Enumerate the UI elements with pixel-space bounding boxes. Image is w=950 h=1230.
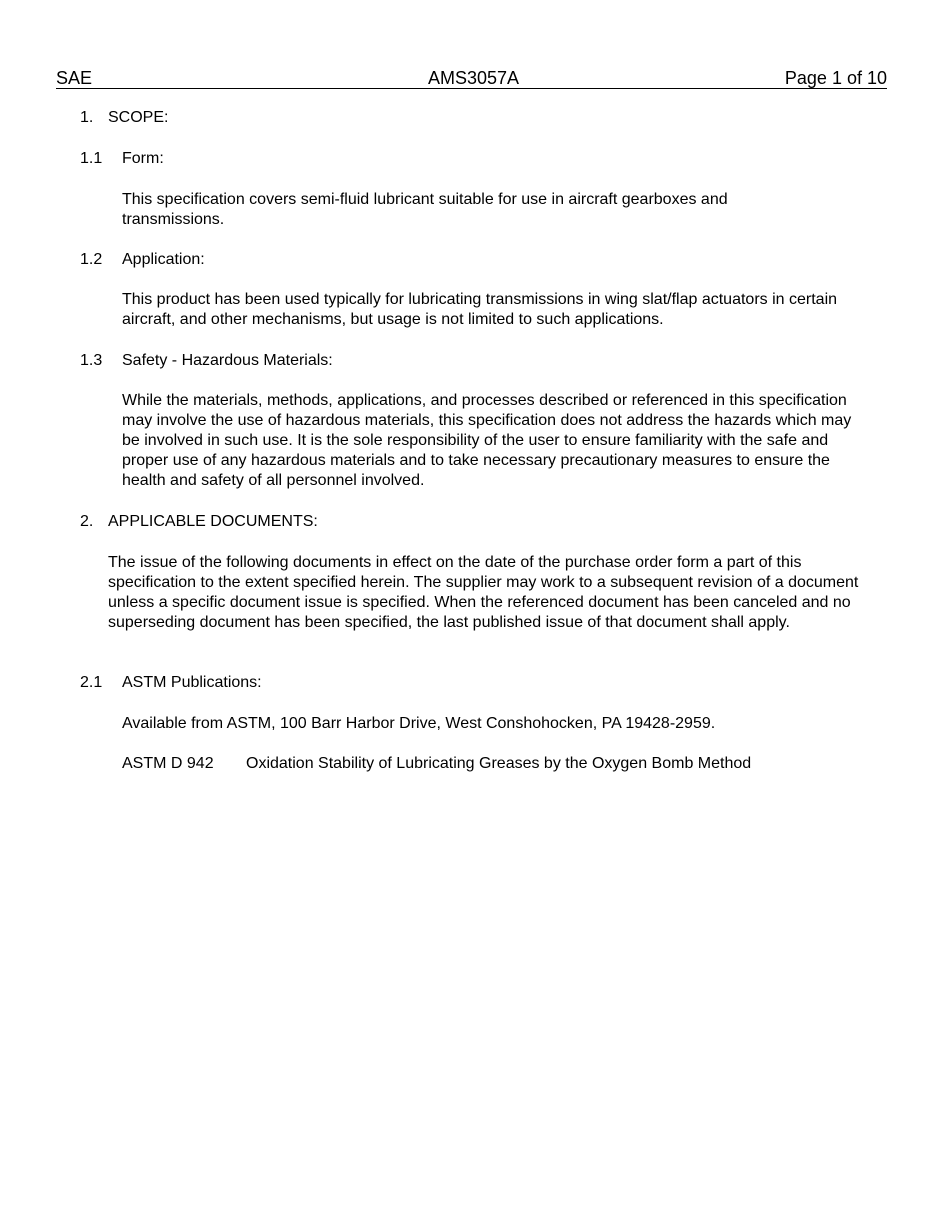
section-number: 1.1 <box>80 150 103 167</box>
header-doc-number: AMS3057A <box>428 68 520 88</box>
section-number: 1.2 <box>80 251 103 268</box>
section-number: 2. <box>80 513 94 530</box>
section-title: ASTM Publications: <box>122 674 262 691</box>
section-number: 1. <box>80 109 94 126</box>
section-title: APPLICABLE DOCUMENTS: <box>108 513 318 530</box>
section-1-3-text: While the materials, methods, applications, and processes described or referenced in this specification may involve the use of hazardous materials, this specification does not address the hazards which may be involved in such use. It is the sole responsibility of the user to ensure familiarity with the safe and proper use of any hazardous materials and to take necessary precautionary measures to ensure the health and safety of all personnel involved. <box>122 392 852 489</box>
section-title: SCOPE: <box>108 109 169 126</box>
section-title: Application: <box>122 251 205 268</box>
header-org: SAE <box>56 68 93 88</box>
section-1-1-text: This specification covers semi-fluid lubricant suitable for use in aircraft gearboxes and transmissions. <box>122 191 728 228</box>
section-1-2-text: This product has been used typically for lubricating transmissions in wing slat/flap actuators in certain aircraft, and other mechanisms, but usage is not limited to such applications. <box>122 291 838 328</box>
reference-title: Oxidation Stability of Lubricating Greases by the Oxygen Bomb Method <box>246 755 752 772</box>
section-title: Safety - Hazardous Materials: <box>122 352 333 369</box>
section-2-text: The issue of the following documents in effect on the date of the purchase order form a part of this specification to the extent specified herein. The supplier may work to a subsequent revision of a document unless a specific document issue is specified. When the referenced document has been canceled and no superseding document has been specified, the last published issue of that document shall apply. <box>108 554 859 631</box>
section-2-1-text: Available from ASTM, 100 Barr Harbor Drive, West Conshohocken, PA 19428-2959. <box>122 715 716 732</box>
reference-code: ASTM D 942 <box>122 755 214 772</box>
header-page-number: Page 1 of 10 <box>784 68 887 88</box>
page-header <box>56 68 887 89</box>
section-number: 2.1 <box>80 674 103 691</box>
section-title: Form: <box>122 150 164 167</box>
section-number: 1.3 <box>80 352 103 369</box>
